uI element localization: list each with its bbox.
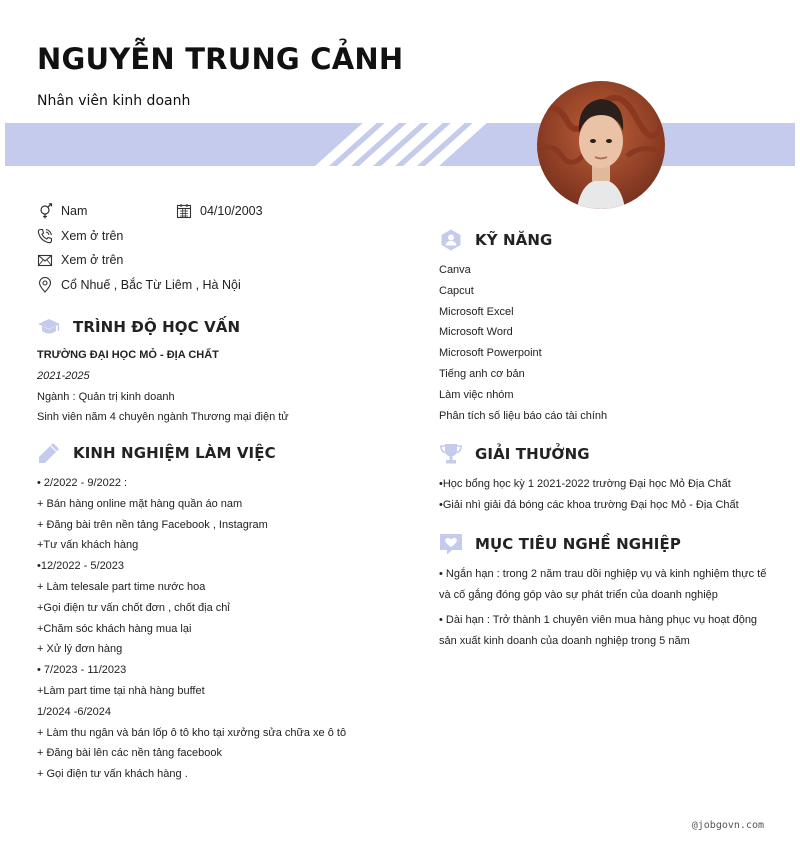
location-pin-icon xyxy=(37,277,53,293)
skill-item: Microsoft Powerpoint xyxy=(439,347,542,360)
calendar-icon xyxy=(176,203,192,219)
education-note: Sinh viên năm 4 chuyên ngành Thương mại điện tử xyxy=(37,411,289,424)
skill-item: Phân tích số liệu báo cáo tài chính xyxy=(439,409,608,422)
gender-icon xyxy=(37,203,53,219)
experience-line: + Làm thu ngân và bán lốp ô tô kho tại xưởng sửa chữa xe ô tô xyxy=(37,726,347,739)
award-item: •Học bổng học kỳ 1 2021-2022 trường Đại học Mỏ Địa Chất xyxy=(439,478,731,490)
experience-line: • 7/2023 - 11/2023 xyxy=(37,664,127,677)
award-item: •Giải nhì giải đá bóng các khoa trường Đại học Mỏ - Địa Chất xyxy=(439,498,739,511)
awards-title: GIẢI THƯỞNG xyxy=(475,445,590,463)
skills-heading xyxy=(439,229,552,251)
experience-title: KINH NGHIỆM LÀM VIỆC xyxy=(73,444,276,462)
goals-list xyxy=(439,564,769,656)
gender-value: Nam xyxy=(61,204,88,218)
skill-item: Tiếng anh cơ bản xyxy=(439,367,525,380)
experience-line: + Làm telesale part time nước hoa xyxy=(37,580,206,593)
header-band xyxy=(5,123,795,166)
education-heading xyxy=(37,316,240,338)
education-years: 2021-2025 xyxy=(37,369,90,382)
pencil-icon xyxy=(37,442,61,464)
skills-list xyxy=(439,260,607,426)
experience-line: + Gọi điện tư vấn khách hàng . xyxy=(37,768,188,781)
skills-title: KỸ NĂNG xyxy=(475,231,553,249)
experience-line: +Tư vấn khách hàng xyxy=(37,539,139,552)
skill-item: Capcut xyxy=(439,284,474,297)
watermark: @jobgovn.com xyxy=(691,820,764,831)
experience-line: • 2/2022 - 9/2022 : xyxy=(37,477,128,489)
phone-value: Xem ở trên xyxy=(61,229,124,243)
candidate-name: NGUYỄN TRUNG CẢNH xyxy=(37,42,404,76)
experience-line: +Làm part time tại nhà hàng buffet xyxy=(37,684,205,697)
experience-line: + Bán hàng online mặt hàng quần áo nam xyxy=(37,497,243,510)
experience-line: + Đăng bài trên nền tảng Facebook , Instagram xyxy=(37,518,268,531)
goals-heading xyxy=(439,533,681,555)
education-content xyxy=(37,345,289,428)
goal-item: • Dài hạn : Trở thành 1 chuyên viên mua hàng phục vụ hoạt động sản xuất kinh doanh của doanh nghiệp trong 5 năm xyxy=(439,614,758,647)
goals-title: MỤC TIÊU NGHỀ NGHIỆP xyxy=(475,535,681,553)
goal-item: • Ngắn hạn : trong 2 năm trau dồi nghiệp vụ và kinh nghiệm thực tế và cố gắng đóng góp vào sự phát triển của doanh nghiệp xyxy=(439,568,767,601)
graduation-cap-icon xyxy=(37,316,61,338)
skill-item: Microsoft Word xyxy=(439,326,513,339)
email-value: Xem ở trên xyxy=(61,253,124,267)
awards-heading xyxy=(439,443,590,465)
school-name: TRƯỜNG ĐẠI HỌC MỎ - ĐỊA CHẤT xyxy=(37,349,219,361)
email-icon xyxy=(37,252,53,268)
experience-content xyxy=(37,473,346,785)
experience-line: +Gọi điện tư vấn chốt đơn , chốt địa chỉ xyxy=(37,601,230,614)
experience-heading xyxy=(37,442,276,464)
experience-line: + Đăng bài lên các nền tảng facebook xyxy=(37,747,222,760)
trophy-icon xyxy=(439,443,463,465)
education-title: TRÌNH ĐỘ HỌC VẤN xyxy=(73,318,241,336)
avatar-portrait xyxy=(537,81,665,209)
contact-email xyxy=(37,252,123,268)
experience-line: +Chăm sóc khách hàng mua lại xyxy=(37,622,192,635)
contact-birthdate xyxy=(176,203,263,219)
address-value: Cổ Nhuế , Bắc Từ Liêm , Hà Nội xyxy=(61,278,241,292)
skill-item: Làm việc nhóm xyxy=(439,388,514,401)
avatar xyxy=(537,81,665,209)
skill-item: Canva xyxy=(439,264,471,276)
phone-icon xyxy=(37,228,53,244)
skill-item: Microsoft Excel xyxy=(439,305,514,318)
experience-line: + Xử lý đơn hàng xyxy=(37,643,123,656)
education-major: Ngành : Quản trị kinh doanh xyxy=(37,390,175,403)
contact-address xyxy=(37,277,241,293)
contact-phone xyxy=(37,228,123,244)
job-title: Nhân viên kinh doanh xyxy=(37,93,191,109)
experience-line: 1/2024 -6/2024 xyxy=(37,705,112,718)
skill-badge-icon xyxy=(439,229,463,251)
birthdate-value: 04/10/2003 xyxy=(200,204,263,218)
heart-message-icon xyxy=(439,533,463,555)
awards-list xyxy=(439,474,739,516)
experience-line: •12/2022 - 5/2023 xyxy=(37,560,125,573)
contact-gender xyxy=(37,203,87,219)
